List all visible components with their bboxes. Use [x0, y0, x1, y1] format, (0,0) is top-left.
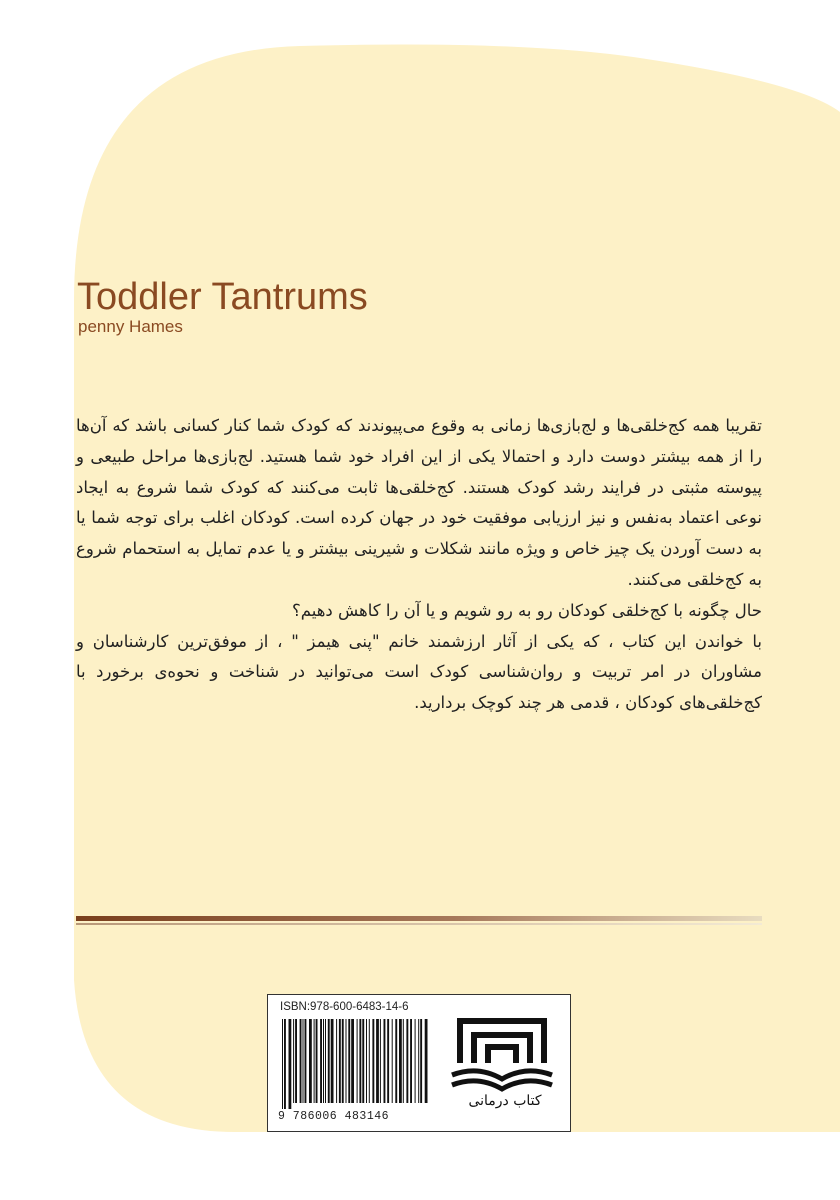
barcode-bar: [348, 1019, 350, 1103]
barcode-bar: [316, 1019, 318, 1103]
barcode-bar: [309, 1019, 312, 1103]
barcode-bar: [331, 1019, 334, 1103]
barcode-bar: [289, 1019, 292, 1109]
description-question: حال چگونه با کج‌خلقی کودکان رو به رو شویم و یا آن را کاهش دهیم؟: [292, 600, 762, 620]
barcode-bar: [425, 1019, 428, 1103]
barcode-bar: [376, 1019, 379, 1103]
barcode-bar: [339, 1019, 341, 1103]
barcode-bar: [303, 1019, 304, 1103]
barcode-bar: [342, 1019, 344, 1103]
barcode-bar: [282, 1019, 283, 1109]
isbn-barcode-box: [267, 994, 571, 1132]
barcode-bar: [420, 1019, 422, 1103]
barcode-bar: [359, 1019, 361, 1103]
barcode-bar: [384, 1019, 386, 1103]
barcode-bar: [362, 1019, 364, 1103]
barcode-bar: [372, 1019, 374, 1103]
book-author: penny Hames: [78, 317, 183, 336]
decorative-divider: [76, 914, 762, 928]
barcode-bar: [284, 1019, 286, 1109]
barcode-bar: [399, 1019, 402, 1103]
barcode-bar: [300, 1019, 302, 1103]
book-description: [76, 411, 762, 719]
barcode-bar: [323, 1019, 324, 1103]
publisher-logo-text: کتاب درمانی: [468, 1093, 542, 1109]
barcode-bar: [295, 1019, 297, 1103]
isbn-label: ISBN:978-600-6483-14-6: [280, 1001, 409, 1013]
barcode-bar: [366, 1019, 367, 1103]
barcode-bar: [328, 1019, 330, 1103]
barcode-bar: [346, 1019, 347, 1103]
barcode-bar: [320, 1019, 322, 1103]
barcode-bar: [369, 1019, 370, 1103]
barcode-bar: [380, 1019, 381, 1103]
barcode-bar: [415, 1019, 416, 1103]
description-paragraph: تقریبا همه کج‌خلقی‌ها و لج‌بازی‌ها زمانی به وقوع می‌پیوندند که کودک شما کنار کسانی باشد که آن‌ها را از همه بیشتر دوست دارد و احتمالا یکی از این افراد خود شما هستید. لج‌بازی‌ها مراحل طبیعی و پیوسته مثبتی در فرایند رشد کودک هستند. کج‌خلقی‌ها ثابت می‌کنند که کودک شما شروع به ایجاد نوعی اعتماد به‌نفس و نیز ارزیابی موفقیت خود در جهان کرده است. کودکان اغلب برای توجه شما یا به دست آوردن یک چیز خاص و ویژه مانند شکلات و شیرینی بیشتر و یا عدم تمایل به استحمام شروع به کج‌خلقی می‌کنند.: [76, 416, 762, 589]
barcode-bar: [392, 1019, 393, 1103]
barcode-bar: [406, 1019, 408, 1103]
barcode-bar: [418, 1019, 419, 1103]
barcode-bar: [395, 1019, 397, 1103]
barcode-bar: [336, 1019, 337, 1103]
barcode-bar: [387, 1019, 389, 1103]
barcode-bar: [357, 1019, 358, 1103]
barcode-bar: [305, 1019, 307, 1103]
book-title: Toddler Tantrums: [77, 276, 368, 318]
barcode-bar: [410, 1019, 412, 1103]
barcode: [280, 1019, 428, 1109]
barcode-bar: [314, 1019, 315, 1103]
barcode-bar: [403, 1019, 404, 1103]
barcode-bar: [325, 1019, 326, 1103]
barcode-digits: 9 786006 483146: [278, 1110, 390, 1123]
barcode-bar: [293, 1019, 294, 1103]
barcode-bar: [351, 1019, 354, 1103]
description-paragraph: با خواندن این کتاب ، که یکی از آثار ارزشمند خانم "پنی هیمز " ، از موفق‌ترین کارشناسان و مشاوران در امر تربیت و روان‌شناسی کودک است می‌توانید در شناخت و نحوه‌ی برخورد با کج‌خلقی‌های کودکان ، قدمی هر چند کوچک بردارید.: [76, 631, 762, 713]
